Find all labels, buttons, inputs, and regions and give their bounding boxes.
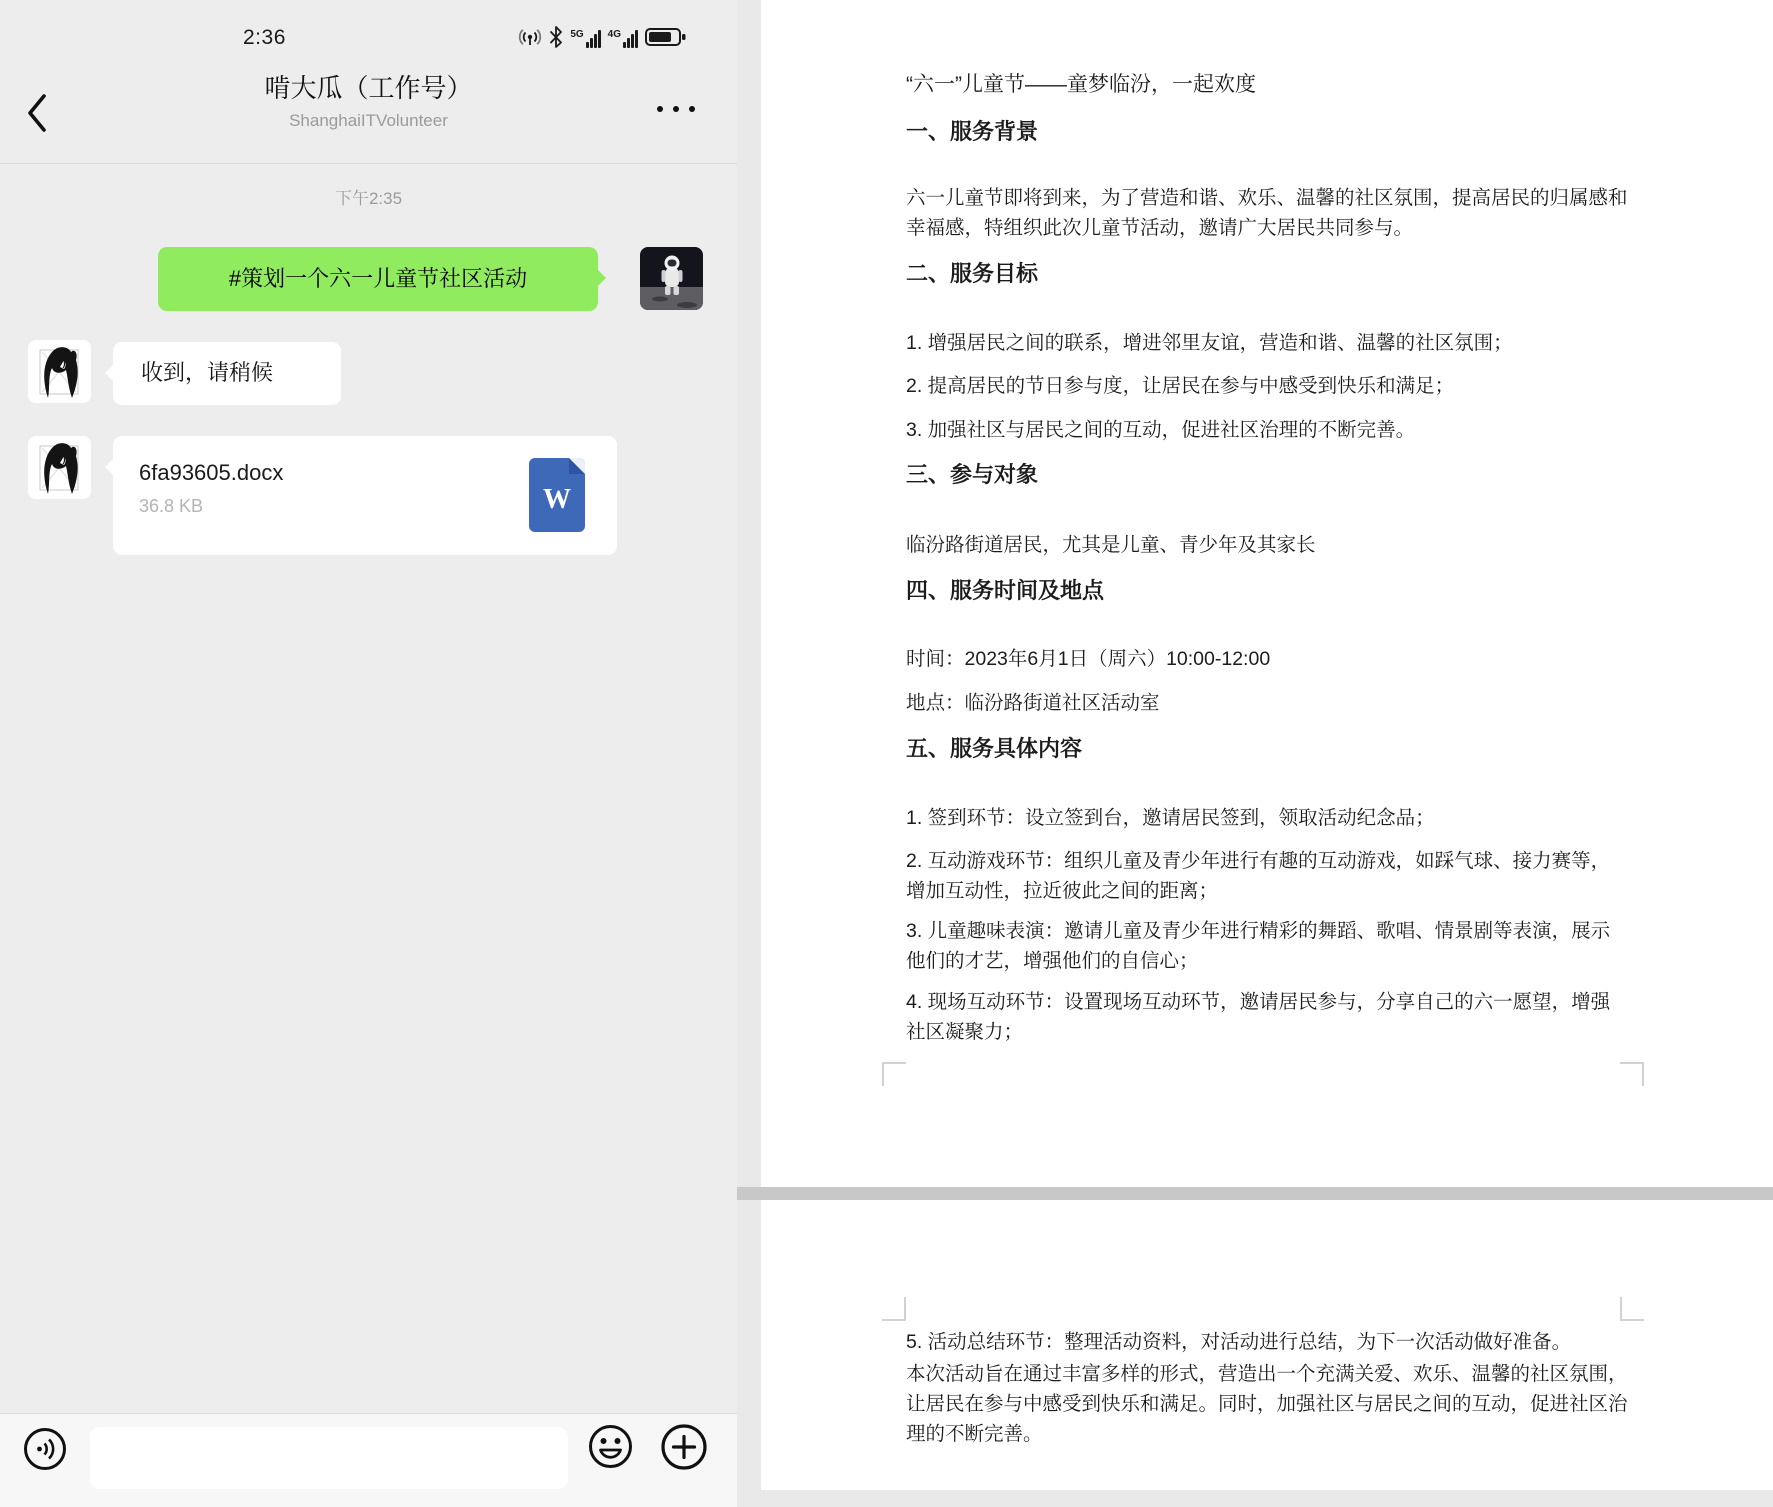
status-time: 2:36: [243, 26, 286, 49]
file-name: 6fa93605.docx: [139, 460, 284, 485]
doc-list-item: 5. 活动总结环节：整理活动资料，对活动进行总结，为下一次活动做好准备。: [906, 1331, 1572, 1353]
doc-paragraph: 六一儿童节即将到来，为了营造和谐、欢乐、温馨的社区氛围，提高居民的归属感和幸福感，特组织此次儿童节活动，邀请广大居民共同参与。: [906, 187, 1628, 239]
document-panel: [737, 0, 1773, 1507]
doc-title: “六一”儿童节——童梦临汾，一起欢度: [906, 73, 1256, 96]
plus-icon[interactable]: [659, 1422, 709, 1477]
doc-paragraph: 本次活动旨在通过丰富多样的形式，营造出一个充满关爱、欢乐、温馨的社区氛围，让居民在参与中感受到快乐和满足。同时，加强社区与居民之间的互动，促进社区治理的不断完善。: [906, 1363, 1628, 1445]
doc-heading-1: 一、服务背景: [906, 119, 1039, 144]
chat-input-bar: [0, 1413, 737, 1507]
doc-list-item: 1. 签到环节：设立签到台，邀请居民签到，领取活动纪念品；: [906, 807, 1435, 829]
chat-subtitle: ShanghaiITVolunteer: [289, 111, 448, 130]
hotspot-icon: [518, 25, 542, 54]
voice-icon[interactable]: [22, 1426, 68, 1477]
document-page-1[interactable]: [761, 0, 1773, 1187]
doc-list-item: 4. 现场互动环节：设置现场互动环节，邀请居民参与，分享自己的六一愿望，增强社区凝聚力；: [906, 991, 1611, 1043]
more-menu-button[interactable]: [657, 106, 695, 112]
doc-heading-5: 五、服务具体内容: [906, 736, 1083, 761]
received-message-bubble[interactable]: [113, 342, 341, 405]
my-avatar[interactable]: [640, 247, 703, 310]
signal-4g-icon: 4G: [608, 30, 638, 48]
doc-list-item: 2. 提高居民的节日参与度，让居民在参与中感受到快乐和满足；: [906, 375, 1455, 397]
bubble-tail: [105, 458, 114, 476]
doc-heading-4: 四、服务时间及地点: [906, 578, 1105, 603]
peer-avatar[interactable]: [28, 340, 91, 403]
bubble-tail: [597, 269, 606, 287]
chat-panel: [0, 0, 737, 1507]
bluetooth-icon: [549, 26, 563, 53]
message-timestamp: 下午2:35: [334, 189, 403, 208]
page-corner-mark: [1620, 1297, 1644, 1321]
peer-avatar[interactable]: [28, 436, 91, 499]
doc-heading-3: 三、参与对象: [906, 462, 1039, 487]
page-corner-mark: [882, 1062, 906, 1086]
page-corner-mark: [1620, 1062, 1644, 1086]
message-input[interactable]: [90, 1427, 568, 1489]
bubble-tail: [105, 364, 114, 382]
doc-list-item: 2. 互动游戏环节：组织儿童及青少年进行有趣的互动游戏，如踩气球、接力赛等，增加互动性，拉近彼此之间的距离；: [906, 850, 1611, 902]
word-file-icon: W: [529, 458, 585, 532]
doc-paragraph: 时间：2023年6月1日（周六）10:00-12:00: [906, 648, 1271, 670]
battery-icon: [645, 26, 687, 53]
doc-list-item: 1. 增强居民之间的联系，增进邻里友谊，营造和谐、温馨的社区氛围；: [906, 332, 1513, 354]
page-corner-mark: [882, 1297, 906, 1321]
doc-paragraph: 地点：临汾路街道社区活动室: [906, 692, 1160, 714]
page-break-bar: [737, 1187, 1773, 1200]
status-bar: [0, 0, 737, 62]
sent-message-text: #策划一个六一儿童节社区活动: [228, 265, 528, 291]
file-message-card[interactable]: [113, 436, 617, 555]
chat-header: [0, 62, 737, 164]
doc-list-item: 3. 儿童趣味表演：邀请儿童及青少年进行精彩的舞蹈、歌唱、情景剧等表演，展示他们的才艺，增强他们的自信心；: [906, 920, 1611, 972]
file-size: 36.8 KB: [139, 496, 204, 516]
doc-paragraph: 临汾路街道居民，尤其是儿童、青少年及其家长: [906, 534, 1316, 556]
received-message-text: 收到，请稍候: [141, 360, 274, 386]
sent-message-bubble[interactable]: [158, 247, 598, 311]
chat-title: 啃大瓜（工作号）: [264, 73, 473, 103]
doc-heading-2: 二、服务目标: [906, 261, 1039, 286]
document-page-2[interactable]: [761, 1200, 1773, 1490]
status-icons: [518, 28, 687, 50]
doc-list-item: 3. 加强社区与居民之间的互动，促进社区治理的不断完善。: [906, 419, 1416, 441]
signal-5g-icon: 5G: [570, 30, 600, 48]
emoji-icon[interactable]: [587, 1423, 634, 1475]
